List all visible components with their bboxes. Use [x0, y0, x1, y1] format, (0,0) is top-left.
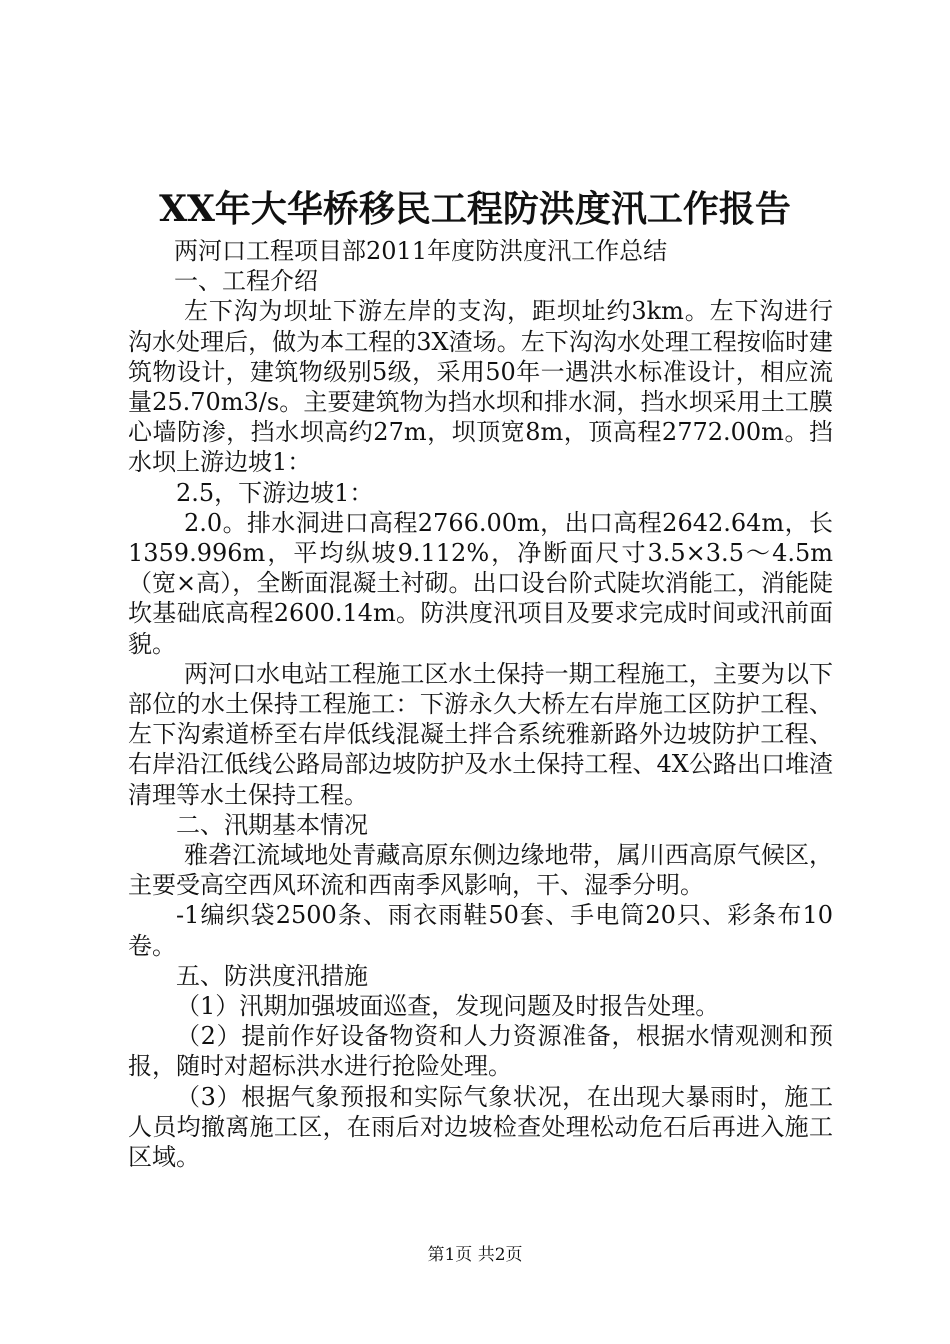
- heading-flood-season: 二、汛期基本情况: [176, 810, 368, 839]
- paragraph-materials: -1编织袋2500条、雨衣雨鞋50套、手电筒20只、彩条布10卷。: [128, 901, 833, 960]
- paragraph-measure-1: （1）汛期加强坡面巡查，发现问题及时报告处理。: [176, 992, 720, 1021]
- heading-flood-measures: 五、防洪度汛措施: [176, 961, 368, 990]
- document-title: XX年大华桥移民工程防洪度汛工作报告: [159, 188, 791, 230]
- paragraph-measure-2: （2）提前作好设备物资和人力资源准备，根据水情观测和预报，随时对超标洪水进行抢险处理。: [128, 1022, 833, 1081]
- paragraph-soil-conservation: 两河口水电站工程施工区水土保持一期工程施工，主要为以下部位的水土保持工程施工：下游永久大桥左右岸施工区防护工程、左下沟索道桥至右岸低线混凝土拌合系统雅新路外边坡防护工程、右岸沿江低线公路局部边坡防护及水土保持工程、4X公路出口堆渣清理等水土保持工程。: [128, 659, 833, 809]
- paragraph-subtitle: 两河口工程项目部2011年度防洪度汛工作总结: [174, 237, 668, 265]
- paragraph-measure-3: （3）根据气象预报和实际气象状况，在出现大暴雨时，施工人员均撤离施工区，在雨后对边坡检查处理松动危石后再进入施工区域。: [128, 1082, 833, 1172]
- page-footer: 第1页 共2页: [427, 1245, 523, 1265]
- heading-project-intro: 一、工程介绍: [174, 267, 318, 296]
- paragraph-project-description: 左下沟为坝址下游左岸的支沟，距坝址约3km。左下沟进行沟水处理后，做为本工程的3X渣场。左下沟沟水处理工程按临时建筑物设计，建筑物级别5级，采用50年一遇洪水标准设计，相应流量25.70m3/s。主要建筑物为挡水坝和排水洞，挡水坝采用土工膜心墙防渗，挡水坝高约27m，坝顶宽8m，顶高程2772.00m。挡水坝上游边坡1：: [128, 297, 833, 477]
- document-body: [128, 236, 833, 1172]
- paragraph-climate: 雅砻江流域地处青藏高原东侧边缘地带，属川西高原气候区，主要受高空西风环流和西南季风影响，干、湿季分明。: [128, 841, 833, 900]
- paragraph-upstream-slope: 2.5，下游边坡1：: [176, 478, 374, 507]
- paragraph-drainage-tunnel: 2.0。排水洞进口高程2766.00m，出口高程2642.64m，长1359.996m，平均纵坡9.112%，净断面尺寸3.5×3.5～4.5m（宽×高），全断面混凝土衬砌。出口设台阶式陡坎消能工，消能陡坎基础底高程2600.14m。防洪度汛项目及要求完成时间或汛前面貌。: [128, 508, 833, 658]
